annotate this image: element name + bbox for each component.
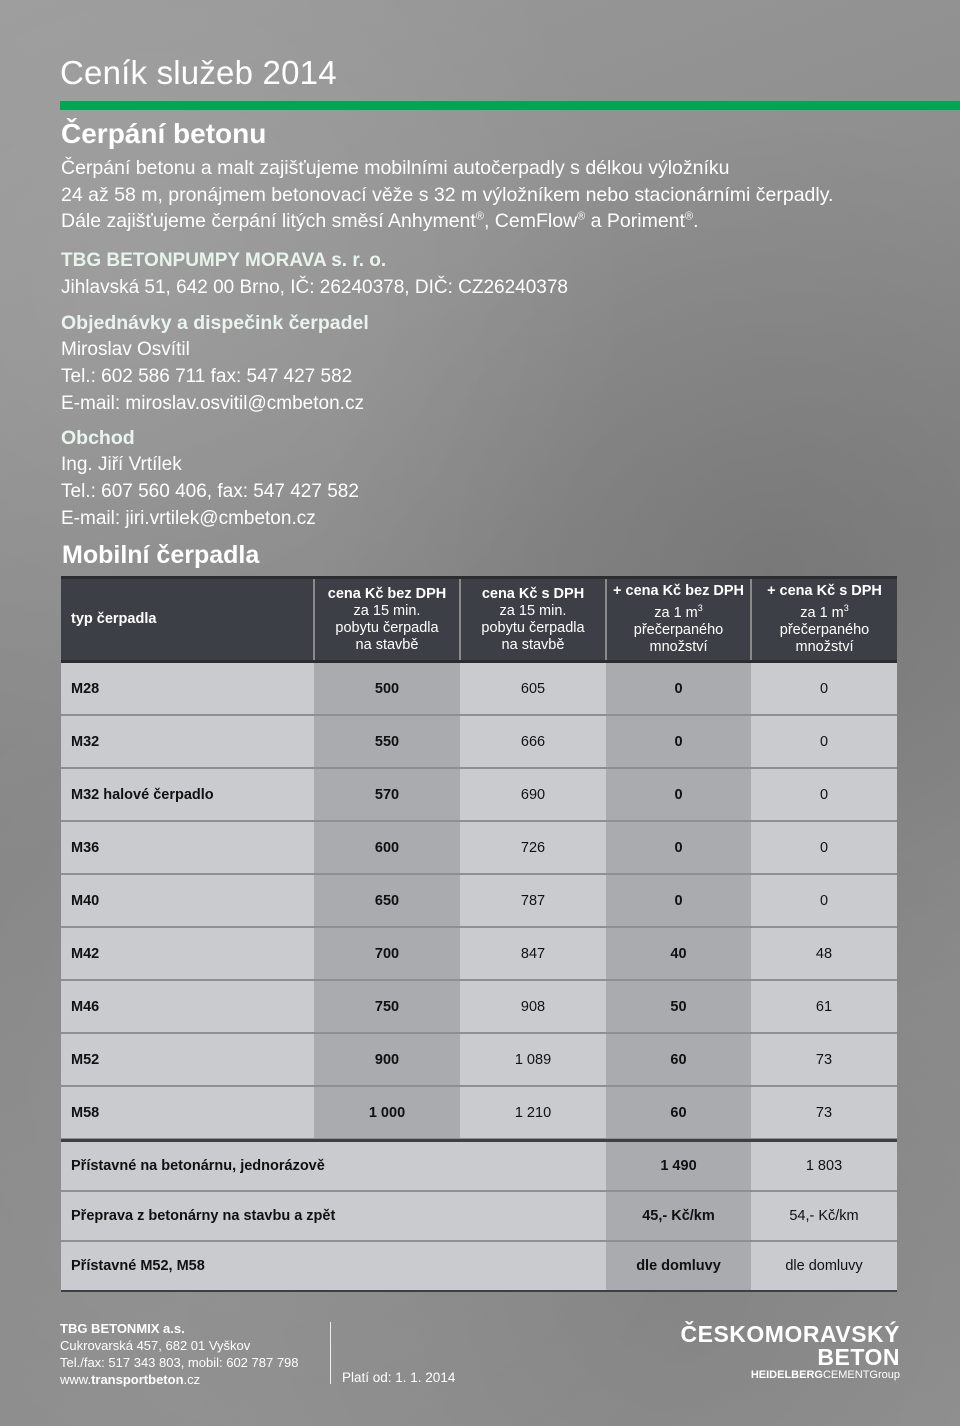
- text-fragment: HEIDELBERG: [750, 1369, 823, 1381]
- price-cell: 60: [606, 1033, 751, 1086]
- price-cell: 726: [460, 821, 606, 874]
- text-fragment: .cz: [183, 1372, 201, 1387]
- intro-line-3: [61, 208, 921, 235]
- price-cell: 45,- Kč/km: [606, 1191, 751, 1241]
- table-row: [61, 1086, 897, 1139]
- table-header-row: [61, 578, 897, 662]
- text-fragment: cena Kč s DPH: [481, 585, 585, 602]
- price-cell: 48: [751, 927, 897, 980]
- logo-line-2: BETON: [817, 1344, 900, 1370]
- footer-address: Cukrovarská 457, 682 01 Vyškov: [60, 1338, 251, 1353]
- table-row: [61, 980, 897, 1033]
- text-fragment: pobytu čerpadla: [335, 619, 439, 636]
- row-label: Přístavné na betonárnu, jednorázově: [61, 1141, 606, 1192]
- price-cell: 73: [751, 1086, 897, 1139]
- price-cell: 1 803: [751, 1141, 897, 1192]
- table-row: [61, 821, 897, 874]
- header-m3-vat: [751, 578, 897, 662]
- price-cell: 73: [751, 1033, 897, 1086]
- price-cell: 61: [751, 980, 897, 1033]
- price-cell: 908: [460, 980, 606, 1033]
- orders-person: Miroslav Osvítil: [61, 339, 190, 360]
- price-cell: 900: [314, 1033, 460, 1086]
- orders-heading: Objednávky a dispečink čerpadel: [61, 312, 369, 334]
- price-cell: 0: [751, 821, 897, 874]
- text-fragment: přečerpaného: [633, 621, 724, 638]
- row-label: M32: [61, 715, 314, 768]
- sales-person: Ing. Jiří Vrtílek: [61, 454, 182, 475]
- price-cell: 0: [751, 768, 897, 821]
- text-fragment: přečerpaného: [779, 621, 870, 638]
- price-cell: 0: [606, 768, 751, 821]
- text-fragment: množství: [649, 638, 708, 655]
- extras-row: [61, 1191, 897, 1241]
- price-cell: 0: [751, 874, 897, 927]
- row-label: M42: [61, 927, 314, 980]
- price-cell: 500: [314, 662, 460, 716]
- text-fragment: za 1 m: [800, 604, 844, 621]
- text-fragment: + cena Kč s DPH: [767, 583, 882, 600]
- row-label: M28: [61, 662, 314, 716]
- table-row: [61, 927, 897, 980]
- text-fragment: 3: [697, 603, 703, 614]
- price-cell: 0: [606, 662, 751, 716]
- price-cell: 1 089: [460, 1033, 606, 1086]
- text-fragment: za 15 min.: [499, 602, 567, 619]
- price-cell: 787: [460, 874, 606, 927]
- footer-web-link[interactable]: [60, 1371, 299, 1388]
- orders-email[interactable]: E-mail: miroslav.osvitil@cmbeton.cz: [61, 393, 364, 414]
- text-fragment: na stavbě: [355, 636, 419, 653]
- price-cell: 0: [751, 715, 897, 768]
- text-fragment: CEMENTGroup: [822, 1369, 900, 1381]
- text-fragment: a Poriment: [585, 210, 685, 232]
- price-cell: 0: [606, 821, 751, 874]
- valid-from: Platí od: 1. 1. 2014: [342, 1370, 456, 1385]
- price-cell: 60: [606, 1086, 751, 1139]
- text-fragment: .: [693, 210, 699, 232]
- price-cell: 700: [314, 927, 460, 980]
- price-cell: 605: [460, 662, 606, 716]
- text-fragment: , CemFlow: [483, 210, 578, 232]
- row-label: Přístavné M52, M58: [61, 1241, 606, 1291]
- price-cell: 650: [314, 874, 460, 927]
- row-label: Přeprava z betonárny na stavbu a zpět: [61, 1191, 606, 1241]
- intro-text: [61, 155, 921, 235]
- intro-line-1: Čerpání betonu a malt zajišťujeme mobilními autočerpadly s délkou výložníku: [61, 157, 730, 179]
- header-m3-no-vat: [606, 578, 751, 662]
- header-price-vat: [460, 578, 606, 662]
- price-cell: 1 000: [314, 1086, 460, 1139]
- text-fragment: na stavbě: [501, 636, 565, 653]
- row-label: M58: [61, 1086, 314, 1139]
- price-table: [61, 576, 897, 1140]
- mobile-pumps-heading: Mobilní čerpadla: [62, 541, 260, 569]
- registered-mark: ®: [475, 210, 484, 223]
- extras-row: [61, 1241, 897, 1291]
- price-cell: 550: [314, 715, 460, 768]
- table-row: [61, 768, 897, 821]
- registered-mark: ®: [684, 210, 694, 223]
- price-cell: 1 490: [606, 1141, 751, 1192]
- price-cell: 690: [460, 768, 606, 821]
- sales-heading: Obchod: [61, 427, 135, 449]
- text-fragment: www.: [60, 1372, 92, 1387]
- page-title: Ceník služeb 2014: [60, 54, 337, 91]
- text-fragment: cena Kč bez DPH: [327, 585, 447, 602]
- price-cell: 0: [606, 715, 751, 768]
- row-label: M46: [61, 980, 314, 1033]
- row-label: M36: [61, 821, 314, 874]
- price-cell: 54,- Kč/km: [751, 1191, 897, 1241]
- sales-phone: Tel.: 607 560 406, fax: 547 427 582: [61, 481, 359, 502]
- text-fragment: + cena Kč bez DPH: [613, 583, 744, 600]
- section-title: Čerpání betonu: [61, 118, 267, 149]
- registered-mark: ®: [577, 210, 586, 223]
- header-type: typ čerpadla: [61, 578, 314, 662]
- text-fragment: 3: [843, 603, 849, 614]
- price-cell: 1 210: [460, 1086, 606, 1139]
- price-cell: 40: [606, 927, 751, 980]
- table-row: [61, 1033, 897, 1086]
- footer-contact: [60, 1320, 299, 1388]
- price-cell: 666: [460, 715, 606, 768]
- footer-company: [60, 1320, 299, 1337]
- text-fragment: za 1 m: [654, 604, 698, 621]
- logo-line-1: ČESKOMORAVSKÝ: [680, 1321, 900, 1347]
- row-label: M40: [61, 874, 314, 927]
- text-fragment: transportbeton: [91, 1372, 184, 1387]
- company-address: Jihlavská 51, 642 00 Brno, IČ: 26240378, DIČ: CZ26240378: [61, 277, 568, 298]
- text-fragment: za 15 min.: [353, 602, 421, 619]
- header-price-no-vat: [314, 578, 460, 662]
- price-cell: 847: [460, 927, 606, 980]
- orders-phone: Tel.: 602 586 711 fax: 547 427 582: [61, 366, 353, 387]
- text-fragment: množství: [795, 638, 854, 655]
- green-divider: [60, 101, 960, 110]
- company-logo: [681, 1322, 901, 1382]
- footer-divider: [330, 1322, 331, 1384]
- text-fragment: pobytu čerpadla: [481, 619, 585, 636]
- price-cell: dle domluvy: [751, 1241, 897, 1291]
- row-label: M52: [61, 1033, 314, 1086]
- price-cell: dle domluvy: [606, 1241, 751, 1291]
- row-label: M32 halové čerpadlo: [61, 768, 314, 821]
- intro-line-2: 24 až 58 m, pronájmem betonovací věže s 32 m výložníkem nebo stacionárními čerpadly.: [61, 183, 834, 206]
- price-cell: 0: [751, 662, 897, 716]
- sales-email[interactable]: E-mail: jiri.vrtilek@cmbeton.cz: [61, 508, 316, 529]
- price-cell: 50: [606, 980, 751, 1033]
- company-name: TBG BETONPUMPY MORAVA s. r. o.: [61, 250, 387, 271]
- text-fragment: TBG BETONMIX a.s.: [60, 1321, 185, 1336]
- extras-row: [61, 1141, 897, 1192]
- logo-line-3: [681, 1368, 901, 1382]
- footer-phones: Tel./fax: 517 343 803, mobil: 602 787 798: [60, 1355, 299, 1370]
- price-cell: 570: [314, 768, 460, 821]
- price-cell: 750: [314, 980, 460, 1033]
- price-cell: 600: [314, 821, 460, 874]
- table-row: [61, 715, 897, 768]
- table-row: [61, 874, 897, 927]
- text-fragment: Dále zajišťujeme čerpání litých směsí Anhyment: [61, 210, 476, 232]
- table-row: [61, 662, 897, 716]
- price-cell: 0: [606, 874, 751, 927]
- extras-table: [61, 1139, 897, 1292]
